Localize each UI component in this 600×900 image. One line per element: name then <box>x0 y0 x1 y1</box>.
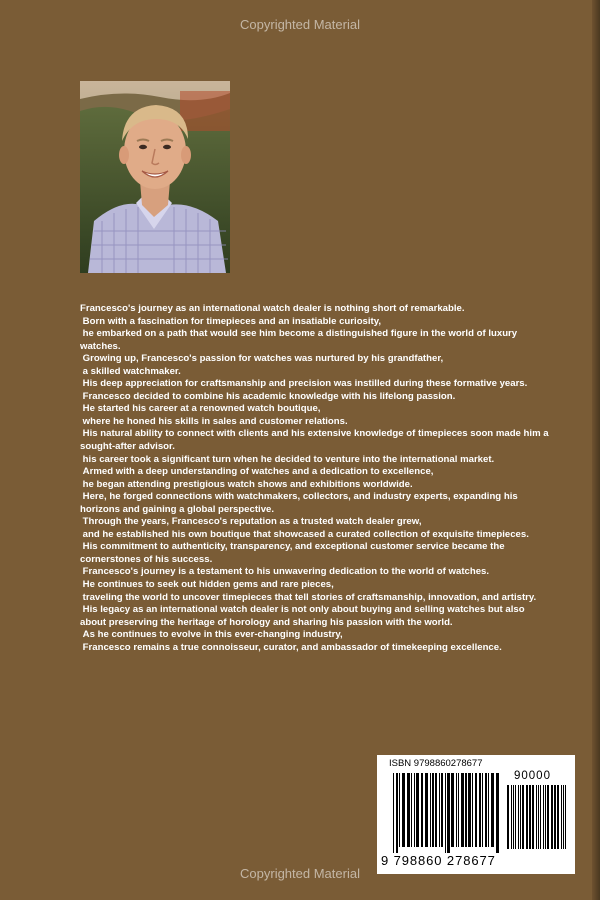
barcode-bar <box>416 773 419 847</box>
bio-line: traveling the world to uncover timepieces that tell stories of craftsmanship, innovation, and artistry. <box>80 591 537 603</box>
barcode-addon-bar <box>518 785 519 849</box>
barcode-addon-bar <box>557 785 559 849</box>
barcode-addon-bar <box>507 785 509 849</box>
author-portrait-image <box>80 81 230 273</box>
barcode-bar <box>399 773 400 847</box>
barcode-bar <box>456 773 457 847</box>
isbn-label: ISBN 9798860278677 <box>389 758 483 769</box>
bio-line: He started his career at a renowned watch boutique, <box>80 403 321 415</box>
barcode-bar <box>421 773 423 847</box>
barcode-bar <box>468 773 471 847</box>
price-addon-code: 90000 <box>514 770 551 782</box>
bio-line: Through the years, Francesco's reputation as a trusted watch dealer grew, <box>80 516 422 528</box>
bio-line: a skilled watchmaker. <box>80 365 181 377</box>
bio-line: Francesco's journey is a testament to his unwavering dedication to the world of watches. <box>80 566 490 578</box>
barcode-bar <box>458 773 459 847</box>
barcode-addon-bar <box>565 785 566 849</box>
bio-line: he began attending prestigious watch shows and exhibitions worldwide. <box>80 478 413 490</box>
barcode-digits: 9 798860 278677 <box>381 853 496 868</box>
barcode-bar <box>407 773 410 847</box>
barcode-bar <box>430 773 431 847</box>
barcode-bar <box>491 773 494 847</box>
barcode-addon-bar <box>540 785 541 849</box>
barcode-addon-bar <box>526 785 528 849</box>
bio-line: Born with a fascination for timepieces and an insatiable curiosity, <box>80 315 382 327</box>
barcode-addon-bar <box>522 785 524 849</box>
barcode-addon-bar <box>529 785 531 849</box>
bio-line: Francesco decided to combine his academic knowledge with his lifelong passion. <box>80 390 456 402</box>
barcode-bar <box>485 773 487 847</box>
author-photo <box>80 81 230 273</box>
bio-line: His commitment to authenticity, transparency, and exceptional customer service became the cornerstones of his success. <box>80 541 508 565</box>
barcode-addon-bar <box>551 785 553 849</box>
bio-line: Armed with a deep understanding of watches and a dedication to excellence, <box>80 466 434 478</box>
bio-line: Growing up, Francesco's passion for watches was nurtured by his grandfather, <box>80 353 444 365</box>
barcode-bar <box>447 773 450 853</box>
bio-line: He continues to seek out hidden gems and rare pieces, <box>80 579 334 591</box>
barcode-addon-bar <box>532 785 534 849</box>
barcode-addon-bar <box>543 785 544 849</box>
bio-line: Here, he forged connections with watchmakers, collectors, and industry experts, expanding his horizons and gaining a global perspective. <box>80 491 521 515</box>
bio-line: where he honed his skills in sales and customer relations. <box>80 415 348 427</box>
author-bio <box>80 303 550 654</box>
barcode-bar <box>475 773 477 847</box>
barcode-bar <box>488 773 489 847</box>
barcode-addon-bar <box>547 785 549 849</box>
barcode-bar <box>411 773 412 847</box>
barcode-bar <box>472 773 473 847</box>
barcode-bar <box>425 773 428 847</box>
barcode-addon-bar <box>511 785 512 849</box>
bio-line: Francesco remains a true connoisseur, curator, and ambassador of timekeeping excellence. <box>80 641 502 653</box>
barcode-bar <box>465 773 467 847</box>
barcode-addon-bar <box>520 785 521 849</box>
barcode-bar <box>451 773 454 847</box>
barcode-bar <box>432 773 434 847</box>
barcode-addon-bar <box>545 785 546 849</box>
barcode-addon-bar <box>515 785 516 849</box>
barcode-addon-bar <box>563 785 564 849</box>
bio-line: and he established his own boutique that showcased a curated collection of exquisite timepieces. <box>80 528 529 540</box>
barcode-bar <box>414 773 415 847</box>
bio-line: His deep appreciation for craftsmanship and precision was instilled during these formative years. <box>80 378 528 390</box>
bio-line: His legacy as an international watch dealer is not only about buying and selling watches but also about preserving the heritage of horology and sharing his passion with the world. <box>80 604 528 628</box>
barcode-bar <box>482 773 483 847</box>
barcode-bar <box>441 773 443 847</box>
watermark-top: Copyrighted Material <box>240 17 360 32</box>
bio-line: As he continues to evolve in this ever-changing industry, <box>80 629 343 641</box>
barcode-bar <box>496 773 499 853</box>
cover-edge <box>592 0 600 900</box>
watermark-bottom: Copyrighted Material <box>240 866 360 881</box>
barcode-addon-bar <box>538 785 539 849</box>
barcode-addon-bar <box>561 785 562 849</box>
bio-line: his career took a significant turn when he decided to venture into the international market. <box>80 453 495 465</box>
barcode-bar <box>402 773 405 847</box>
barcode-bar <box>445 773 446 853</box>
barcode-bar <box>393 773 394 853</box>
barcode-addon-bar <box>554 785 556 849</box>
bio-line: Francesco's journey as an international watch dealer is nothing short of remarkable. <box>80 303 465 314</box>
bio-line: His natural ability to connect with clients and his extensive knowledge of timepieces soon made him a sought-after advisor. <box>80 428 552 453</box>
bio-line: he embarked on a path that would see him become a distinguished figure in the world of luxury watches. <box>80 328 520 352</box>
barcode-bar <box>479 773 481 847</box>
barcode-addon-bar <box>513 785 514 849</box>
barcode-addon-bar <box>536 785 537 849</box>
isbn-barcode <box>377 755 575 874</box>
barcode-bar <box>439 773 440 847</box>
barcode-bar <box>461 773 464 847</box>
barcode-bar <box>396 773 398 853</box>
barcode-bar <box>435 773 437 847</box>
